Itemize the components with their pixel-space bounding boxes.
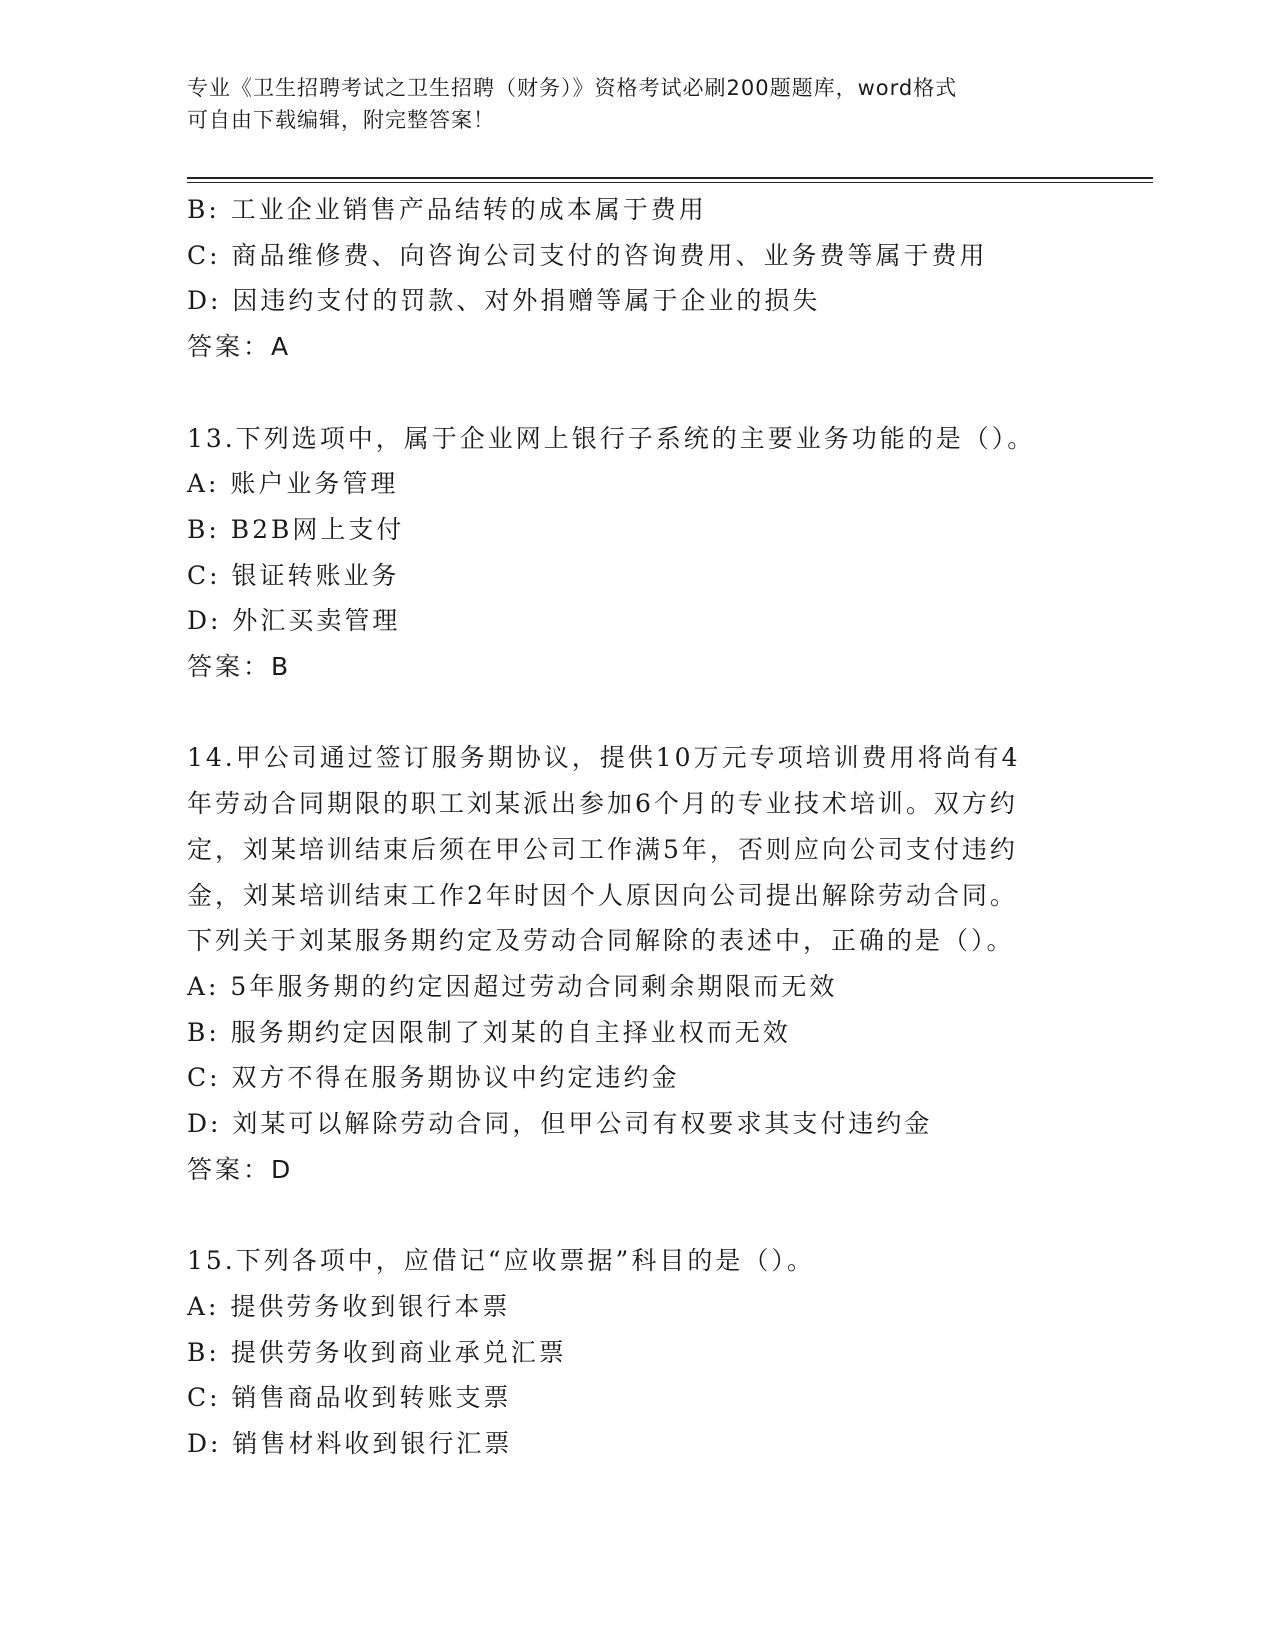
option-c: C: 商品维修费、向咨询公司支付的咨询费用、业务费等属于费用 [187, 240, 988, 270]
header-title-line-2: 可自由下载编辑，附完整答案！ [187, 108, 495, 132]
option-b: B: 服务期约定因限制了刘某的自主择业权而无效 [187, 1017, 791, 1047]
question-12-continued [187, 187, 1087, 370]
option-b: B: B2B网上支付 [187, 514, 405, 544]
option-a: A: 提供劳务收到银行本票 [187, 1291, 511, 1321]
question-13 [187, 416, 1087, 690]
option-b: B: 工业企业销售产品结转的成本属于费用 [187, 195, 707, 224]
option-d: D: 刘某可以解除劳动合同，但甲公司有权要求其支付违约金 [187, 1109, 933, 1139]
question-stem-line-3: 定，刘某培训结束后须在甲公司工作满5年，否则应向公司支付违约 [187, 834, 1018, 864]
question-15 [187, 1238, 1087, 1467]
header-divider-thin [187, 182, 1153, 183]
option-a: A: 账户业务管理 [187, 469, 399, 499]
option-c: C: 双方不得在服务期协议中约定违约金 [187, 1063, 680, 1093]
header-title-line-1: 专业《卫生招聘考试之卫生招聘（财务）》资格考试必刷200题题库，word格式 [187, 76, 958, 100]
answer-label: 答案：B [187, 652, 292, 682]
option-a: A: 5年服务期的约定因超过劳动合同剩余期限而无效 [187, 971, 838, 1001]
option-c: C: 销售商品收到转账支票 [187, 1383, 512, 1413]
option-d: D: 因违约支付的罚款、对外捐赠等属于企业的损失 [187, 286, 821, 316]
question-stem-line-5: 下列关于刘某服务期约定及劳动合同解除的表述中，正确的是（）。 [187, 926, 1015, 956]
question-stem-line-4: 金，刘某培训结束工作2年时因个人原因向公司提出解除劳动合同。 [187, 880, 1018, 910]
question-14 [187, 735, 1087, 1192]
question-stem: 13.下列选项中，属于企业网上银行子系统的主要业务功能的是（）。 [187, 423, 1036, 453]
question-stem: 15.下列各项中，应借记“应收票据”科目的是（）。 [187, 1246, 815, 1276]
option-d: D: 销售材料收到银行汇票 [187, 1428, 513, 1458]
option-b: B: 提供劳务收到商业承兑汇票 [187, 1337, 567, 1367]
answer-label: 答案：D [187, 1154, 294, 1184]
answer-label: 答案：A [187, 332, 292, 362]
option-d: D: 外汇买卖管理 [187, 606, 401, 636]
header-divider-thick [187, 177, 1153, 179]
question-list [187, 187, 1087, 1467]
question-stem-line-1: 14.甲公司通过签订服务期协议，提供10万元专项培训费用将尚有4 [187, 743, 1021, 773]
document-header [187, 72, 1087, 136]
question-stem-line-2: 年劳动合同期限的职工刘某派出参加6个月的专业技术培训。双方约 [187, 789, 1018, 819]
option-c: C: 银证转账业务 [187, 560, 400, 590]
